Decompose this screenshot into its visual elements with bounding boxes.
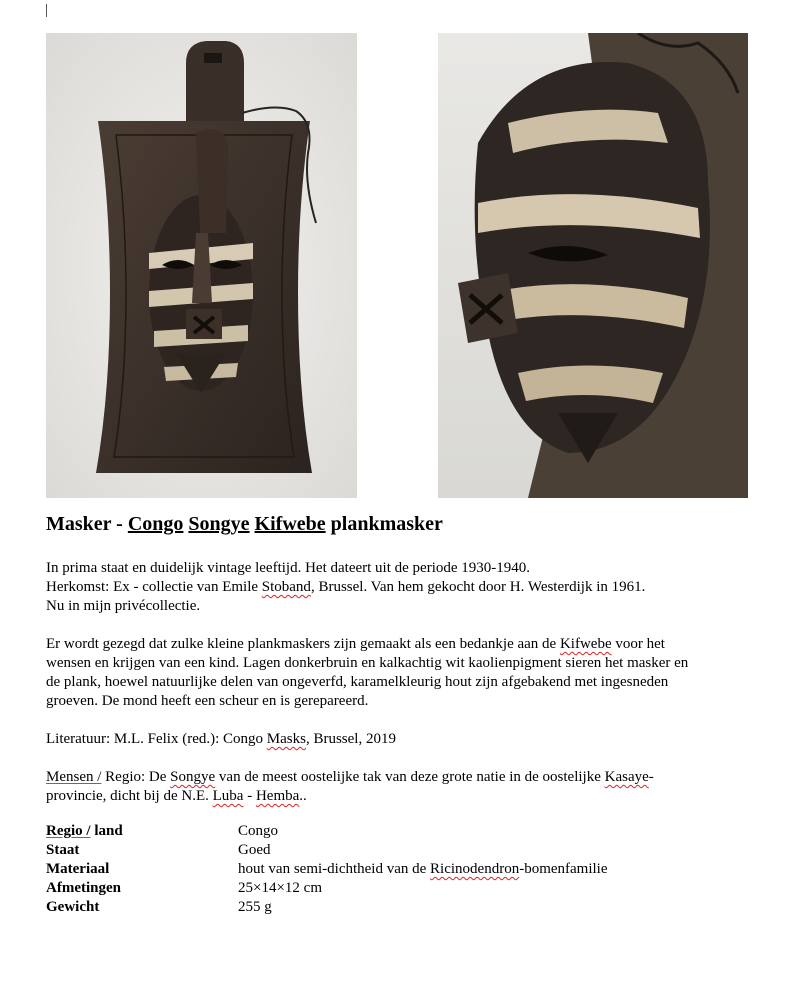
text-cursor	[46, 4, 47, 17]
spec-row-dimensions: Afmetingen 25×14×12 cm	[46, 880, 322, 896]
people-region-paragraph: Mensen / Regio: De Songye van de meest oostelijke tak van deze grote natie in de oostelijke Kasaye- provincie, dicht bij de N.E. Luba - Hemba..	[46, 769, 654, 804]
spec-row-material: Materiaal hout van semi-dichtheid van de Ricinodendron-bomenfamilie	[46, 861, 608, 877]
specifications-table	[46, 822, 608, 917]
spec-row-weight: Gewicht 255 g	[46, 899, 272, 915]
description-paragraph: Er wordt gezegd dat zulke kleine plankmaskers zijn gemaakt als een bedankje aan de Kifwebe voor het wensen en krijgen van een kind. Lagen donkerbruin en kalkachtig wit kaolienpigment sieren het masker en de plank, hoewel natuurlijke delen van ongeverfd, karamelkleurig hout zijn afgebakend met ingesneden groeven. De mond heeft een scheur en is gerepareerd.	[46, 636, 689, 709]
document-title: Masker - Congo Songye Kifwebe plankmasker	[46, 513, 443, 535]
spec-row-condition: Staat Goed	[46, 842, 271, 858]
mask-photo-closeup	[438, 33, 748, 498]
mask-photo-front	[46, 33, 357, 498]
spec-row-region: Regio / land Congo	[46, 823, 279, 839]
condition-provenance-paragraph: In prima staat en duidelijk vintage leeftijd. Het dateert uit de periode 1930-1940. Herkomst: Ex - collectie van Emile Stoband, Brussel. Van hem gekocht door H. Westerdijk in 1961. Nu in mijn privécollectie.	[46, 560, 646, 614]
literature-paragraph: Literatuur: M.L. Felix (red.): Congo Masks, Brussel, 2019	[46, 731, 396, 747]
